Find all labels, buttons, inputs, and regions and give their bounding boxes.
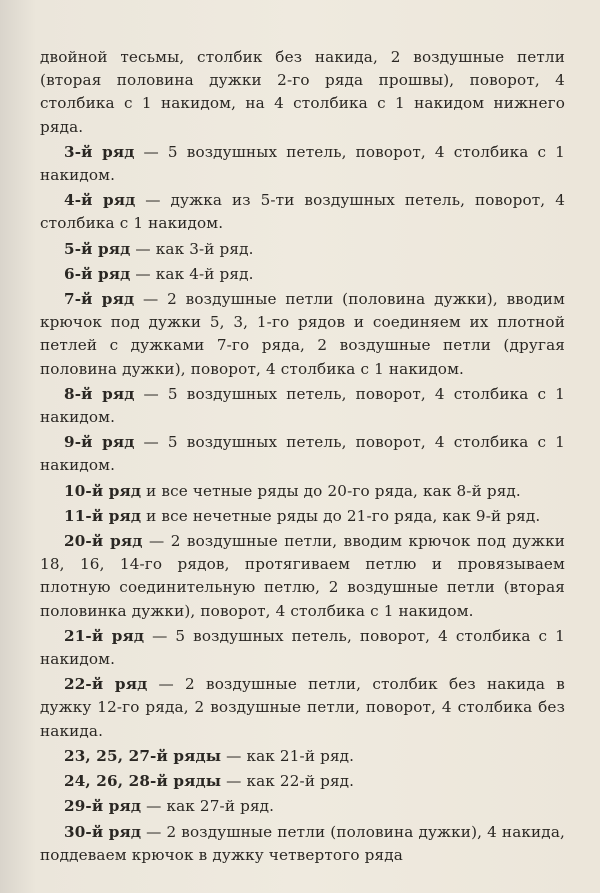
row-label: 9-й ряд — [64, 433, 135, 452]
paragraph — [40, 745, 565, 768]
paragraph-text: и все нечетные ряды до 21-го ряда, как 9-й ряд. — [141, 506, 541, 525]
paragraph-text: — 5 воздушных петель, поворот, 4 столбика с 1 накидом. — [40, 142, 565, 185]
paragraph-text: — 2 воздушные петли, вводим крючок под дужки 18, 16, 14-го рядов, протягиваем петлю и провязываем плотную соединительную петлю, 2 воздушные петли (вторая половинка дужки), поворот, 4 столбика с 1 накидом. — [40, 532, 565, 620]
paragraph — [40, 288, 565, 381]
paragraph-text: — как 3-й ряд. — [130, 239, 254, 258]
row-label: 6-й ряд — [64, 264, 131, 283]
paragraph-text: — как 22-й ряд. — [221, 772, 355, 791]
row-label: 7-й ряд — [64, 290, 135, 309]
paragraph-text: — 5 воздушных петель, поворот, 4 столбика с 1 накидом. — [40, 626, 565, 669]
paragraph-text: — 2 воздушные петли (половина дужки), 4 накида, поддеваем крючок в дужку четвертого ряда — [40, 822, 565, 864]
row-label: 29-й ряд — [64, 797, 142, 816]
paragraph-text: — 5 воздушных петель, поворот, 4 столбика с 1 накидом. — [40, 433, 565, 475]
paragraph-text: — 2 воздушные петли, столбик без накида в дужку 12-го ряда, 2 воздушные петли, поворот, 4 столбика без накида. — [40, 675, 566, 740]
row-label: 20-й ряд — [64, 532, 143, 551]
row-label: 22-й ряд — [64, 675, 148, 694]
row-label: 30-й ряд — [64, 822, 142, 841]
row-label: 8-й ряд — [64, 384, 135, 403]
row-label: 23, 25, 27-й ряды — [64, 746, 222, 765]
paragraph-text: — как 27-й ряд. — [141, 797, 275, 816]
paragraph — [40, 480, 565, 503]
paragraph — [40, 238, 565, 261]
page-text — [40, 46, 565, 869]
row-label: 10-й ряд — [64, 481, 142, 500]
paragraph — [40, 795, 565, 818]
paragraph-text: — 5 воздушных петель, поворот, 4 столбика с 1 накидом. — [40, 384, 565, 427]
paragraph — [40, 431, 565, 477]
paragraph — [40, 263, 565, 286]
row-label: 5-й ряд — [64, 239, 131, 258]
paragraph — [40, 770, 565, 793]
paragraph — [40, 821, 565, 867]
row-label: 21-й ряд — [64, 626, 145, 645]
paragraph — [40, 141, 565, 187]
row-label: 4-й ряд — [64, 191, 136, 210]
paragraph-text: и все четные ряды до 20-го ряда, как 8-й ряд. — [141, 481, 521, 500]
paragraph — [40, 530, 565, 623]
paragraph — [40, 383, 565, 429]
paragraph-text: — дужка из 5-ти воздушных петель, поворот, 4 столбика с 1 накидом. — [40, 191, 566, 233]
row-label: 11-й ряд — [64, 506, 142, 525]
paragraph — [40, 673, 565, 743]
paragraph-text: двойной тесьмы, столбик без накида, 2 воздушные петли (вторая половина дужки 2-го ряда прошвы), поворот, 4 столбика с 1 накидом, на 4 столбика с 1 накидом нижнего ряда. — [40, 48, 565, 136]
row-label: 24, 26, 28-й ряды — [64, 772, 222, 791]
paragraph — [40, 46, 565, 139]
paragraph — [40, 189, 565, 235]
paragraph-text: — как 4-й ряд. — [130, 264, 254, 283]
paragraph — [40, 505, 565, 528]
paragraph-text: — как 21-й ряд. — [221, 746, 355, 765]
row-label: 3-й ряд — [64, 142, 135, 161]
paragraph — [40, 625, 565, 671]
paragraph-text: — 2 воздушные петли (половина дужки), вводим крючок под дужки 5, 3, 1-го рядов и соединяем их плотной петлей с дужками 7-го ряда, 2 воздушные петли (другая половина дужки), поворот, 4 столбика с 1 накидом. — [40, 290, 566, 378]
